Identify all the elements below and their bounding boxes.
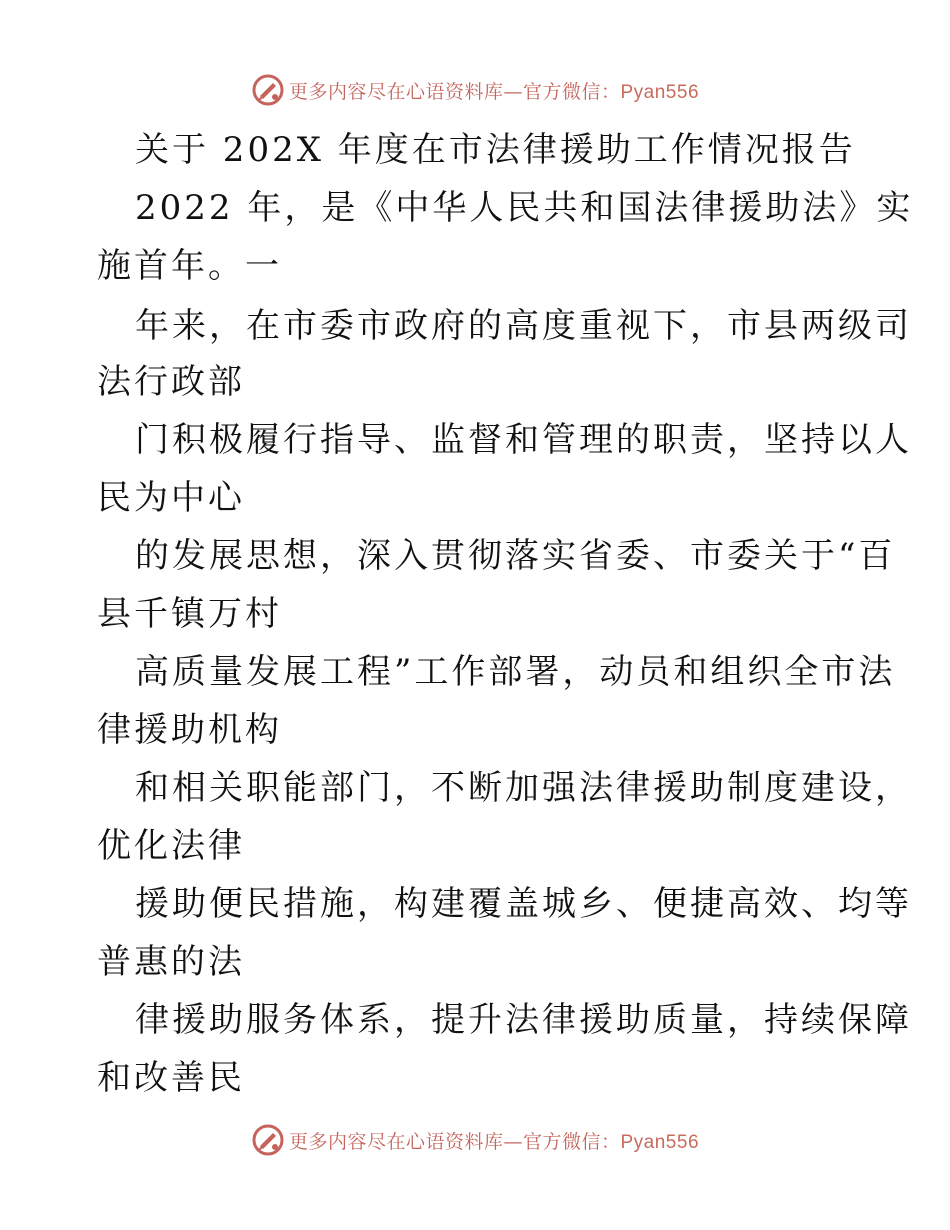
header-watermark	[0, 70, 950, 110]
watermark-text: 更多内容尽在心语资料库—官方微信：Pyan556	[288, 1130, 700, 1153]
paragraph-line: 高质量发展工程”工作部署，动员和组织全市法	[135, 652, 896, 692]
watermark-text: 更多内容尽在心语资料库—官方微信：Pyan556	[288, 80, 700, 103]
pen-seal-icon	[251, 73, 285, 107]
paragraph-line: 门积极履行指导、监督和管理的职责，坚持以人	[135, 420, 912, 460]
paragraph-line: 民为中心	[97, 478, 245, 518]
paragraph-line: 援助便民措施，构建覆盖城乡、便捷高效、均等	[135, 884, 912, 924]
paragraph-line: 施首年。一	[97, 246, 282, 286]
paragraph-line: 和改善民	[97, 1058, 245, 1098]
watermark-wechat-id: Pyan556	[620, 81, 700, 103]
paragraph-line: 律援助服务体系，提升法律援助质量，持续保障	[135, 1000, 912, 1040]
paragraph-line: 年来，在市委市政府的高度重视下，市县两级司	[135, 306, 912, 346]
document-title: 关于 202X 年度在市法律援助工作情况报告	[135, 130, 856, 170]
paragraph-line: 优化法律	[97, 826, 245, 866]
pen-seal-icon	[251, 1123, 285, 1157]
watermark-wechat-id: Pyan556	[620, 1131, 700, 1153]
paragraph-line: 2022 年，是《中华人民共和国法律援助法》实	[135, 188, 914, 228]
paragraph-line: 法行政部	[97, 362, 245, 402]
paragraph-line: 的发展思想，深入贯彻落实省委、市委关于“百	[135, 536, 896, 576]
paragraph-line: 律援助机构	[97, 710, 282, 750]
paragraph-line: 县千镇万村	[97, 594, 282, 634]
paragraph-line: 普惠的法	[97, 942, 245, 982]
paragraph-line: 和相关职能部门，不断加强法律援助制度建设，	[135, 768, 912, 808]
footer-watermark	[0, 1120, 950, 1160]
